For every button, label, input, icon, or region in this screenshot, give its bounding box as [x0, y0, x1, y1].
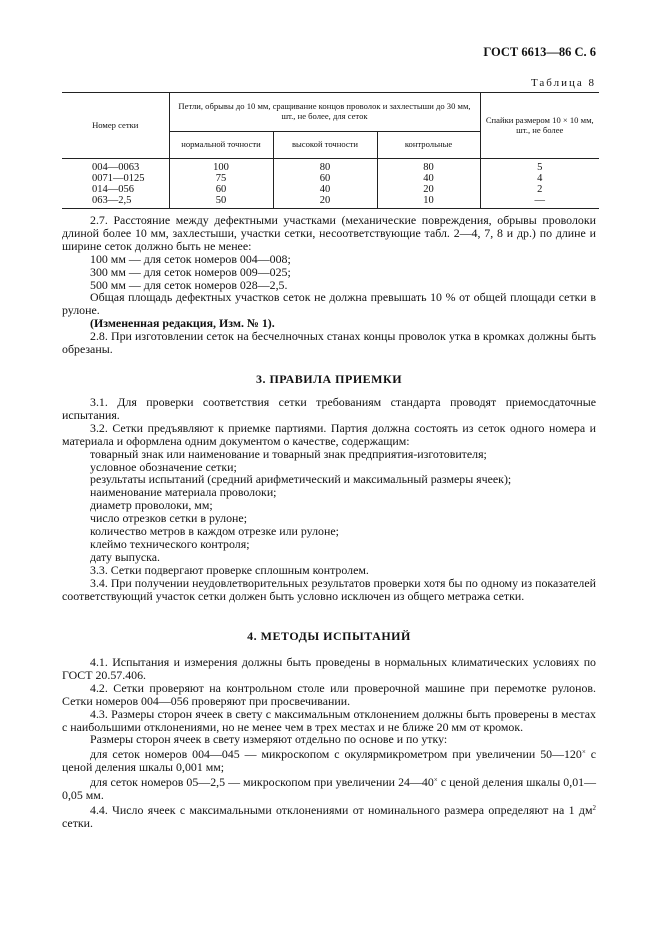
table-cell: 40: [377, 173, 480, 184]
col-group-header: Петли, обрывы до 10 мм, сращивание концов проволок и захлестыши до 30 мм, шт., не более, для сеток: [169, 93, 480, 132]
table-cell: 4: [480, 173, 599, 184]
text-run: с ценой деления шкалы 0,001 мм;: [62, 747, 596, 775]
list-item: товарный знак или наименование и товарный знак предприятия-изготовителя;: [90, 446, 487, 461]
list-item: результаты испытаний (средний арифметический и максимальный размеры ячеек);: [90, 472, 512, 487]
text-run: сетки.: [62, 815, 94, 830]
list-item: 300 мм — для сеток номеров 009—025;: [90, 264, 291, 279]
multiplication-sign: ×: [433, 776, 438, 785]
text-run: 4.4. Число ячеек с максимальными отклонениями от номинального размера определяют на 1 дм: [90, 802, 593, 817]
list-item: дату выпуска.: [90, 549, 161, 564]
table-row: [62, 195, 599, 209]
paragraph-4-3-microscope: [62, 774, 596, 802]
table-cell: 5: [480, 159, 599, 174]
section-title-3: 3. ПРАВИЛА ПРИЕМКИ: [255, 372, 403, 386]
paragraph-3-3: 3.3. Сетки подвергают проверке сплошным контролем.: [90, 562, 369, 577]
table-cell: 80: [273, 159, 377, 174]
table-cell: 063—2,5: [62, 195, 169, 209]
text-run: для сеток номеров 05—2,5 — микроскопом при увеличении 24—40: [90, 775, 434, 790]
paragraph-2-7-area: Общая площадь дефектных участков сеток не должна превышать 10 % от общей площади сетки в рулоне.: [62, 290, 596, 318]
paragraph-4-2: 4.2. Сетки проверяют на контрольном столе или проверочной машине при перемотке рулонов. Сетки номеров 004—056 проверяют при просвечивании.: [62, 680, 596, 708]
paragraph-2-8: 2.8. При изготовлении сеток на бесчелночных станах концы проволок утка в кромках должны быть обрезаны.: [62, 329, 596, 357]
amendment-note: (Измененная редакция, Изм. № 1).: [90, 316, 275, 331]
list-item: 500 мм — для сеток номеров 028—2,5.: [90, 277, 288, 292]
col-solder-header: Спайки размером 10 × 10 мм, шт., не более: [480, 93, 599, 159]
page-header: ГОСТ 6613—86 С. 6: [483, 45, 596, 59]
col-normal-header: нормальной точности: [169, 132, 273, 159]
table-cell: 60: [273, 173, 377, 184]
table-cell: 20: [377, 184, 480, 195]
table-cell: 80: [377, 159, 480, 174]
table-cell: 40: [273, 184, 377, 195]
table-cell: 60: [169, 184, 273, 195]
section-4-text: [62, 656, 596, 830]
col-high-header: высокой точности: [273, 132, 377, 159]
table-cell: 20: [273, 195, 377, 209]
text-run: для сеток номеров 004—045 — микроскопом с окулярмикрометром при увеличении 50—120: [90, 747, 582, 762]
table-cell: 75: [169, 173, 273, 184]
list-item: диаметр проволоки, мм;: [90, 498, 213, 513]
col-number-header: Номер сетки: [62, 93, 169, 159]
paragraph-3-4: 3.4. При получении неудовлетворительных результатов проверки хотя бы по одному из показателей соответствующий участок сетки должен быть условно исключен из общего метража сетки.: [62, 575, 596, 603]
table-row: [62, 173, 599, 184]
paragraph-4-3: 4.3. Размеры сторон ячеек в свету с максимальным отклонением должны быть проверены в местах с наибольшими отклонениями, но не менее чем в трех местах и не ближе 20 мм от кромок.: [62, 706, 596, 734]
table-cell: —: [480, 195, 599, 209]
col-control-header: контрольные: [377, 132, 480, 159]
table-cell: 014—056: [92, 184, 134, 195]
table-cell: 10: [377, 195, 480, 209]
list-item: клеймо технического контроля;: [90, 536, 250, 551]
paragraph-3-2: 3.2. Сетки предъявляют к приемке партиями. Партия должна состоять из сеток одного номера и материала и оформлена одним документом о качестве, содержащим:: [62, 420, 596, 448]
paragraph-4-3-intro: Размеры сторон ячеек в свету измеряют отдельно по основе и по утку:: [90, 732, 448, 747]
section-3-text: [62, 396, 596, 603]
text-run: с ценой деления шкалы 0,01—0,05 мм.: [62, 775, 596, 803]
list-item: количество метров в каждом отрезке или рулоне;: [90, 524, 339, 539]
table-cell: 50: [169, 195, 273, 209]
section-title-4: 4. МЕТОДЫ ИСПЫТАНИЙ: [247, 629, 411, 643]
paragraph-4-3-micrometer: [62, 746, 596, 774]
table-cell: 004—0063: [92, 162, 140, 173]
table-8: [62, 92, 599, 209]
table-cell: 100: [169, 159, 273, 174]
section-2-text: [62, 214, 596, 356]
paragraph-3-1: 3.1. Для проверки соответствия сетки требованиям стандарта проводят приемосдаточные испытания.: [62, 395, 596, 422]
superscript: 2: [592, 803, 596, 812]
list-item: условное обозначение сетки;: [90, 459, 237, 474]
paragraph-4-4: [62, 802, 596, 830]
paragraph-4-1: 4.1. Испытания и измерения должны быть проведены в нормальных климатических условиях по ГОСТ 20.57.406.: [62, 655, 596, 682]
multiplication-sign: ×: [581, 748, 586, 757]
table-row: [62, 159, 599, 174]
table-cell: 2: [480, 184, 599, 195]
list-item: 100 мм — для сеток номеров 004—008;: [90, 251, 291, 266]
list-item: наименование материала проволоки;: [90, 485, 277, 500]
table-caption: Таблица 8: [530, 77, 596, 89]
table-row: [62, 184, 599, 195]
table-cell: 0071—0125: [92, 173, 145, 184]
section-4: [62, 630, 596, 643]
list-item: число отрезков сетки в рулоне;: [90, 511, 248, 526]
section-3: [62, 373, 596, 386]
paragraph-2-7: 2.7. Расстояние между дефектными участками (механические повреждения, обрывы проволоки длиной более 10 мм, захлестыши, участки сетки, несоответствующие табл. 2—4, 7, 8 и др.) по длине и ширине сеток должно быть не менее:: [62, 213, 596, 253]
